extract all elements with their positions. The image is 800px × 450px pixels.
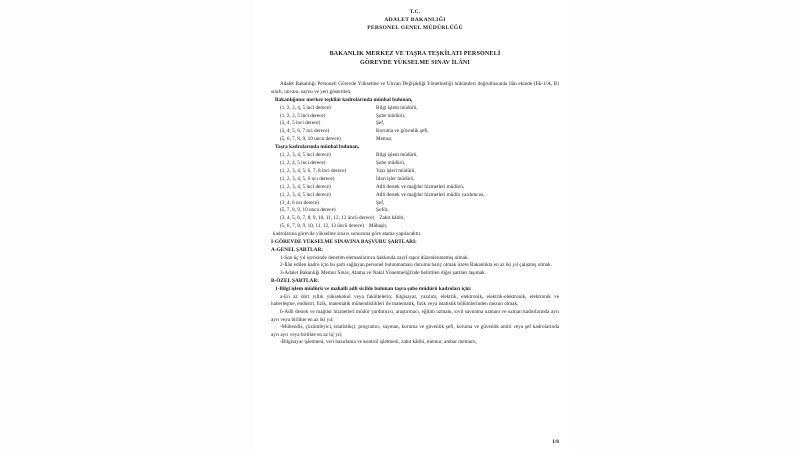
kadro-derece: (1, 2, 3, 4, 5 inci derece) xyxy=(280,183,331,190)
document-page xyxy=(255,0,575,450)
tasra-heading: Taşra kadrolarında münhal bulunan, xyxy=(275,144,360,151)
kadro-row xyxy=(271,152,559,160)
kadro-unvan: Şube müdürü, xyxy=(376,160,406,167)
document-body xyxy=(271,81,559,347)
ozel-sart-item-d: -Bilgisayar işletmeni, veri hazırlama ve kontrol işletmeni, zabıt kâtibi, memur, ambar memuru, xyxy=(280,339,477,346)
ozel-sart-item-c: -Mühendis, çözümleyici, istatistikçi, programcı, sayman, koruma ve güvenlik şefi, koruma ve güvenlik amiri veya şef kadrolarında ayrı ayrı veya birlikte en az üç yıl; xyxy=(271,324,559,338)
kadro-unvan: Koruma ve güvenlik şefi, xyxy=(376,128,429,135)
letterhead-tc: T.C. xyxy=(409,9,421,15)
document-title xyxy=(271,50,559,69)
kadro-derece: (3, 4, 6 ncı derece) xyxy=(280,199,319,206)
kadro-derece: (1, 2, 3, 4, 5 inci derece) xyxy=(280,152,331,159)
kadro-row xyxy=(271,105,559,113)
kadro-derece: (5, 6, 7, 8, 9, 10 uncu derece) xyxy=(280,136,341,143)
letterhead-ministry: ADALET BAKANLIĞI xyxy=(384,16,446,23)
kadro-derece: (3, 4, 5, 6, 7 nci derece) xyxy=(280,128,330,135)
kadro-derece: (5, 7, 8, 9, 10 uncu derece) xyxy=(280,207,336,214)
kadro-derece: (5, 6, 7, 8, 9, 10, 11, 12, 13 üncü derece) xyxy=(280,223,364,230)
kadro-unvan: Zabıt kâtibi, xyxy=(379,215,405,222)
kadro-row xyxy=(271,136,559,144)
kadro-row xyxy=(271,176,559,184)
genel-sart-3: 3-Adalet Bakanlığı Memur Sınav, Atama ve Nakil Yönetmeliği'nde belirtilen diğer şartları taşımak. xyxy=(280,270,486,277)
title-line-1: BAKANLIK MERKEZ VE TAŞRA TEŞKİLATI PERSONELİ xyxy=(329,50,501,57)
kadro-unvan: Memur, xyxy=(376,136,393,143)
letterhead-directorate: PERSONEL GENEL MÜDÜRLÜĞÜ xyxy=(367,24,463,31)
section-heading-b: B-ÖZEL ŞARTLAR: xyxy=(271,277,319,284)
kadro-unvan: Adli destek ve mağdur hizmetleri müdür yardımcısı, xyxy=(376,191,485,198)
ozel-sart-heading-1: 1-Bilgi işlem müdürü ve mahalli adli sicilde bulunan taşra şube müdürü kadroları için: xyxy=(275,285,472,292)
kadro-row xyxy=(271,168,559,176)
kadro-unvan: Bilgi işlem müdürü, xyxy=(376,152,418,159)
ozel-sart-item-a: a-En az dört yıllık yüksekokul veya fakültelerin; bilgisayar, yazılım, elektrik, elektronik, elektrik-elektronik, elektronik ve haberleşme, endüstri, fizik, matematik mühendislikleri ile matematik, fizik veya istatistik bölümlerinden mezun olmak, xyxy=(271,293,559,308)
kadro-derece: (1, 2, 3, 4, 5, 6, 7, 8 inci derece) xyxy=(280,167,347,174)
kadro-unvan: Yazı işleri müdürü, xyxy=(376,167,416,174)
kadro-derece: (1, 2, 4, 5 inci derece) xyxy=(280,160,326,167)
kadro-unvan: İdari işler müdürü, xyxy=(376,175,415,182)
letterhead xyxy=(271,9,559,33)
kadro-unvan: Mübaşir, xyxy=(368,223,388,230)
kadro-derece: (3, 4, 5, 6, 7, 8, 9, 10, 11, 12, 13 üncü derece) xyxy=(280,215,375,222)
tasra-tail-line: kadrolarına görevde yükselme sınavı sonucuna göre atama yapılacaktır. xyxy=(273,231,422,238)
kadro-row xyxy=(271,184,559,192)
kadro-unvan: Şube müdürü, xyxy=(376,112,406,119)
kadro-unvan: Bilgi işlem müdürü, xyxy=(376,104,418,111)
kadro-row xyxy=(271,160,559,168)
kadro-derece: (1, 2, 3, 5 inci derece) xyxy=(280,112,326,119)
kadro-unvan: Şoför, xyxy=(376,207,389,214)
document-content xyxy=(255,0,575,450)
page-number: 1/8 xyxy=(552,439,559,445)
kadro-unvan: Şef, xyxy=(376,199,385,206)
tasra-kadro-list xyxy=(271,152,559,231)
kadro-derece: (1, 2, 3, 4, 5, 6 ncı derece) xyxy=(280,175,335,182)
kadro-unvan: Adli destek ve mağdur hizmetleri müdürü, xyxy=(376,183,465,190)
kadro-row xyxy=(271,192,559,200)
kadro-derece: (1, 2, 3, 4, 5 inci derece) xyxy=(280,191,331,198)
genel-sart-2: 2-İlân edilen kadro için bu şartı sağlayan personel bulunmaması durumu hariç olmak üzere Bakanlıkta en az iki yıl çalışmış olmak. xyxy=(280,262,552,269)
kadro-derece: (3, 4, 5 inci derece) xyxy=(280,120,321,127)
ozel-sart-item-b: b-Adli destek ve mağdur hizmetleri müdür yardımcısı, araştırmacı, eğitim uzmanı, sivil savunma uzmanı ve uzman kadrolarında ayrı ayrı veya birlikte en az iki yıl; xyxy=(271,308,559,323)
kadro-derece: (1, 2, 3, 4, 5 inci derece) xyxy=(280,104,331,111)
kadro-row xyxy=(271,223,559,231)
title-line-2: GÖREVDE YÜKSELME SINAV İLÂNI xyxy=(360,59,470,66)
section-heading-i: I-GÖREVDE YÜKSELME SINAVINA BAŞVURU ŞARTLARI: xyxy=(271,238,417,245)
merkez-kadro-list xyxy=(271,105,559,145)
section-heading-a: A-GENEL ŞARTLAR: xyxy=(271,246,324,253)
merkez-heading: Bakanlığımız merkez teşkilat kadrolarında münhal bulunan, xyxy=(275,96,413,103)
kadro-unvan: Şef, xyxy=(376,120,385,127)
genel-sart-1: 1-Son üç yıl içerisinde denetim elemanlarınca hakkında zayıf rapor düzenlenmemiş olmak. xyxy=(280,254,469,261)
intro-paragraph: Adalet Bakanlığı Personeli Görevde Yükselme ve Unvan Değişikliği Yönetmeliği hükümleri doğrultusunda ilân ekinde (Ek-1/A, B) sınıfı, unvanı, sayısı ve yeri gösterilen; xyxy=(271,81,559,96)
